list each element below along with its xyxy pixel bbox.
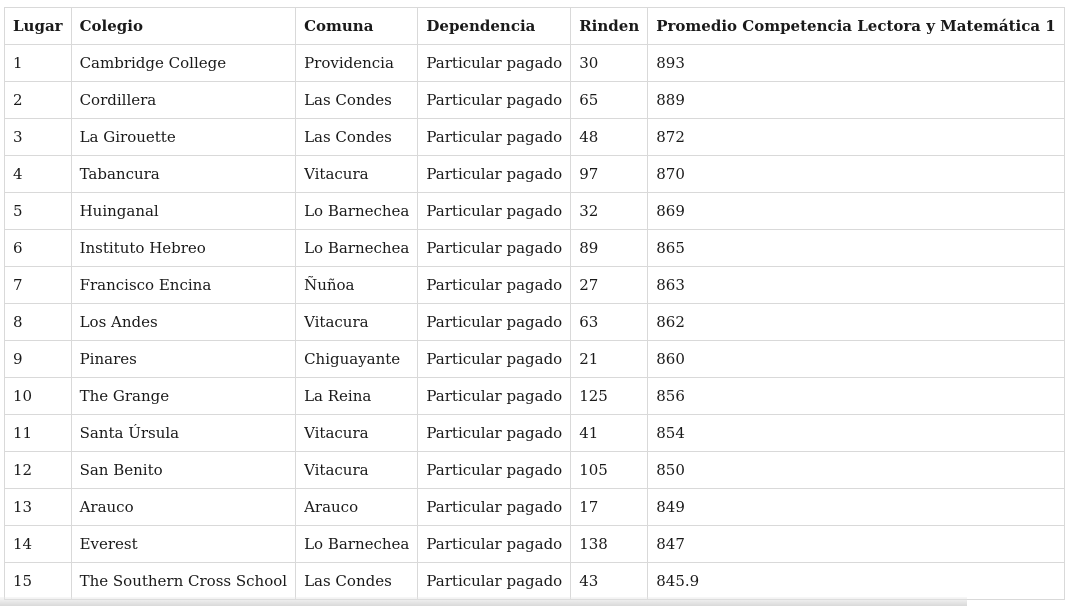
cell-dependencia: Particular pagado <box>418 156 571 193</box>
table-row <box>5 267 1065 304</box>
cell-comuna: Lo Barnechea <box>296 193 418 230</box>
cell-rinden: 48 <box>571 119 648 156</box>
cell-dependencia: Particular pagado <box>418 193 571 230</box>
cell-comuna: Vitacura <box>296 452 418 489</box>
cell-lugar: 7 <box>5 267 72 304</box>
cell-dependencia: Particular pagado <box>418 489 571 526</box>
cell-colegio: Arauco <box>71 489 295 526</box>
table-row <box>5 82 1065 119</box>
cell-comuna: Vitacura <box>296 304 418 341</box>
cell-dependencia: Particular pagado <box>418 45 571 82</box>
cell-comuna: Las Condes <box>296 82 418 119</box>
cell-promedio: 869 <box>648 193 1064 230</box>
cell-colegio: San Benito <box>71 452 295 489</box>
cell-colegio: The Southern Cross School <box>71 563 295 600</box>
cell-promedio: 854 <box>648 415 1064 452</box>
table-row <box>5 230 1065 267</box>
cell-rinden: 21 <box>571 341 648 378</box>
cell-rinden: 17 <box>571 489 648 526</box>
cell-promedio: 845.9 <box>648 563 1064 600</box>
cell-rinden: 30 <box>571 45 648 82</box>
cell-comuna: Vitacura <box>296 415 418 452</box>
cell-comuna: Ñuñoa <box>296 267 418 304</box>
cell-rinden: 105 <box>571 452 648 489</box>
cell-promedio: 847 <box>648 526 1064 563</box>
cell-colegio: Santa Úrsula <box>71 415 295 452</box>
cell-dependencia: Particular pagado <box>418 526 571 563</box>
cell-lugar: 8 <box>5 304 72 341</box>
ranking-table <box>4 7 1065 600</box>
cell-promedio: 865 <box>648 230 1064 267</box>
cell-dependencia: Particular pagado <box>418 452 571 489</box>
table-row <box>5 156 1065 193</box>
cell-promedio: 860 <box>648 341 1064 378</box>
cell-rinden: 32 <box>571 193 648 230</box>
table-row <box>5 563 1065 600</box>
cell-colegio: Francisco Encina <box>71 267 295 304</box>
cell-colegio: Cordillera <box>71 82 295 119</box>
table-container <box>4 7 1065 600</box>
cell-dependencia: Particular pagado <box>418 304 571 341</box>
cell-comuna: Las Condes <box>296 119 418 156</box>
cell-dependencia: Particular pagado <box>418 230 571 267</box>
cell-dependencia: Particular pagado <box>418 267 571 304</box>
cell-rinden: 41 <box>571 415 648 452</box>
cell-comuna: Arauco <box>296 489 418 526</box>
table-row <box>5 415 1065 452</box>
header-dependencia: Dependencia <box>418 8 571 45</box>
table-row <box>5 45 1065 82</box>
cell-dependencia: Particular pagado <box>418 119 571 156</box>
cell-promedio: 856 <box>648 378 1064 415</box>
cell-colegio: Instituto Hebreo <box>71 230 295 267</box>
cell-lugar: 3 <box>5 119 72 156</box>
cell-lugar: 12 <box>5 452 72 489</box>
cell-colegio: Los Andes <box>71 304 295 341</box>
header-rinden: Rinden <box>571 8 648 45</box>
table-row <box>5 193 1065 230</box>
cell-comuna: Lo Barnechea <box>296 526 418 563</box>
cell-colegio: Cambridge College <box>71 45 295 82</box>
cell-rinden: 65 <box>571 82 648 119</box>
cell-dependencia: Particular pagado <box>418 563 571 600</box>
cell-colegio: Pinares <box>71 341 295 378</box>
cell-lugar: 15 <box>5 563 72 600</box>
header-comuna: Comuna <box>296 8 418 45</box>
cell-rinden: 89 <box>571 230 648 267</box>
cell-comuna: Chiguayante <box>296 341 418 378</box>
cell-rinden: 125 <box>571 378 648 415</box>
cell-lugar: 13 <box>5 489 72 526</box>
header-promedio: Promedio Competencia Lectora y Matemática 1 <box>648 8 1064 45</box>
cell-dependencia: Particular pagado <box>418 378 571 415</box>
cell-colegio: Huinganal <box>71 193 295 230</box>
cell-promedio: 850 <box>648 452 1064 489</box>
cell-promedio: 872 <box>648 119 1064 156</box>
table-row <box>5 304 1065 341</box>
cell-rinden: 43 <box>571 563 648 600</box>
header-colegio: Colegio <box>71 8 295 45</box>
cell-colegio: La Girouette <box>71 119 295 156</box>
cell-dependencia: Particular pagado <box>418 341 571 378</box>
table-row <box>5 526 1065 563</box>
cell-rinden: 27 <box>571 267 648 304</box>
cell-lugar: 5 <box>5 193 72 230</box>
cell-promedio: 863 <box>648 267 1064 304</box>
table-body <box>5 45 1065 600</box>
cell-colegio: Tabancura <box>71 156 295 193</box>
cell-rinden: 63 <box>571 304 648 341</box>
cell-promedio: 862 <box>648 304 1064 341</box>
cell-comuna: La Reina <box>296 378 418 415</box>
cell-lugar: 9 <box>5 341 72 378</box>
cell-comuna: Lo Barnechea <box>296 230 418 267</box>
cell-comuna: Vitacura <box>296 156 418 193</box>
cell-lugar: 14 <box>5 526 72 563</box>
table-row <box>5 452 1065 489</box>
table-row <box>5 119 1065 156</box>
cell-colegio: Everest <box>71 526 295 563</box>
cell-promedio: 849 <box>648 489 1064 526</box>
cell-lugar: 2 <box>5 82 72 119</box>
cell-rinden: 138 <box>571 526 648 563</box>
cell-comuna: Las Condes <box>296 563 418 600</box>
cell-colegio: The Grange <box>71 378 295 415</box>
cell-dependencia: Particular pagado <box>418 82 571 119</box>
cell-promedio: 870 <box>648 156 1064 193</box>
cell-lugar: 10 <box>5 378 72 415</box>
cell-promedio: 889 <box>648 82 1064 119</box>
header-row <box>5 8 1065 45</box>
table-row <box>5 378 1065 415</box>
cell-lugar: 1 <box>5 45 72 82</box>
table-row <box>5 341 1065 378</box>
cell-lugar: 6 <box>5 230 72 267</box>
cell-lugar: 4 <box>5 156 72 193</box>
header-lugar: Lugar <box>5 8 72 45</box>
cell-dependencia: Particular pagado <box>418 415 571 452</box>
cell-promedio: 893 <box>648 45 1064 82</box>
cell-comuna: Providencia <box>296 45 418 82</box>
table-header <box>5 8 1065 45</box>
cell-rinden: 97 <box>571 156 648 193</box>
table-row <box>5 489 1065 526</box>
cell-lugar: 11 <box>5 415 72 452</box>
